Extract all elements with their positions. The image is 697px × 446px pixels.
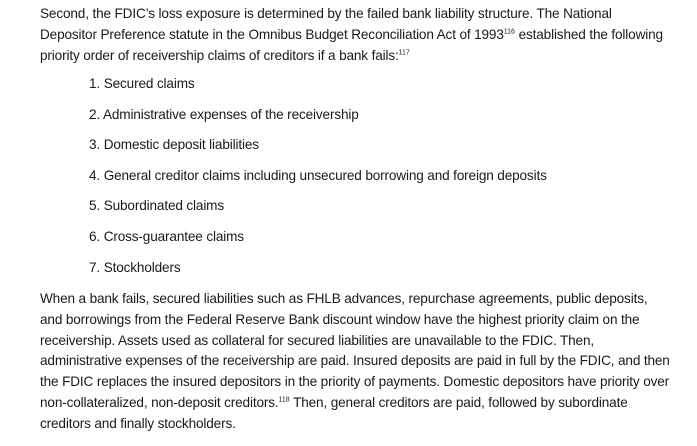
list-item [89,227,547,258]
list-item [89,166,547,197]
list-item-label: Subordinated claims [103,198,225,214]
list-item-number: 5. [89,198,101,214]
footnote-ref-117[interactable]: 117 [398,49,410,57]
list-item-number: 2. [89,106,101,122]
footnote-ref-116[interactable]: 116 [503,28,515,36]
list-item [89,105,547,136]
list-item-number: 4. [89,167,101,183]
list-item-number: 6. [89,228,101,244]
footnote-ref-118[interactable]: 118 [278,396,290,404]
priority-claims-list [89,74,547,288]
list-item-label: General creditor claims including unsecured borrowing and foreign deposits [103,167,547,183]
list-item-label: Cross-guarantee claims [103,228,244,244]
list-item-label: Secured claims [103,76,195,91]
closing-text-start: When a bank fails, secured liabilities such as FHLB advances, repurchase agreements, public deposits, and borrowings from the Federal Reserve Bank discount window have the highest priority claim on the receivership. Assets used as collateral for secured liabilities are unavailable to the FDIC. Then, administrative expenses of the receivership are paid. Insured deposits are paid in full by the FDIC, and then the FDIC replaces the insured depositors in the priority of payments. Domestic depositors have priority over non-collateralized, non-deposit creditors. [40,291,670,410]
list-item-number: 1. [89,76,101,91]
list-item-label: Domestic deposit liabilities [103,137,259,153]
list-item-number: 7. [89,259,101,275]
list-item [89,196,547,227]
intro-text-end: established the following priority order of receivership claims of creditors if a bank fails: [40,26,663,63]
list-item-label: Stockholders [103,259,181,275]
intro-text-start: Second, the FDIC’s loss exposure is determined by the failed bank liability structure. The National Depositor Preference statute in the Omnibus Budget Reconciliation Act of 1993 [40,6,612,42]
closing-text-end: Then, general creditors are paid, followed by subordinate creditors and finally stockholders. [40,394,628,431]
list-item [89,74,547,105]
intro-paragraph [40,4,672,66]
list-item-label: Administrative expenses of the receivership [102,106,359,122]
closing-paragraph [40,289,672,435]
list-item [89,258,547,289]
list-item-number: 3. [89,137,101,153]
list-item [89,135,547,166]
